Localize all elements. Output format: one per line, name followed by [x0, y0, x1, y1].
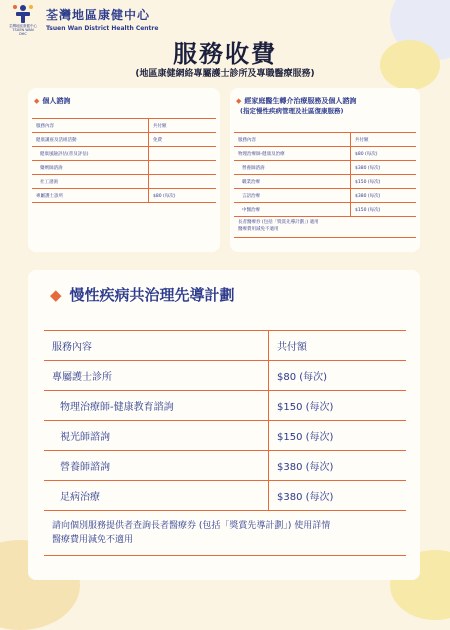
col-service-header: 服務內容	[234, 133, 351, 147]
referral-card	[230, 88, 420, 252]
table-row	[32, 189, 216, 203]
referral-subheading: (指定慢性疾病管理及社區復康服務)	[240, 107, 344, 115]
service-cell: 視光師諮詢	[44, 421, 269, 451]
referral-table	[234, 132, 416, 238]
referral-heading-text: 經家庭醫生轉介治療服務及個人諮詢	[244, 97, 357, 105]
fee-cell: $150 (每次)	[269, 391, 407, 421]
diamond-icon: ◆	[236, 97, 242, 105]
fee-cell: $380 (每次)	[269, 451, 407, 481]
table-row	[234, 161, 416, 175]
service-cell: 健康講座及活組活動	[32, 133, 149, 147]
fee-cell: 免費	[149, 133, 217, 147]
org-name-zh: 荃灣地區康健中心	[46, 8, 151, 22]
logo-text: 荃灣地區康健中心 TSUEN WAN DHC	[9, 24, 37, 37]
service-cell: 言語治療	[234, 189, 351, 203]
fee-cell: $380 (每次)	[269, 481, 407, 511]
table-row	[234, 147, 416, 161]
pilot-heading-text: 慢性疾病共治理先導計劃	[69, 286, 235, 304]
table-note-row	[234, 217, 416, 238]
table-header-row	[32, 119, 216, 133]
col-service-header: 服務內容	[44, 331, 269, 361]
pilot-scheme-card	[28, 270, 420, 580]
personal-heading	[28, 88, 220, 106]
personal-heading-text: 個人諮詢	[42, 97, 71, 105]
diamond-icon: ◆	[34, 97, 40, 105]
referral-note-line2: 醫療費用減免不適用	[238, 227, 279, 232]
personal-consultation-card	[28, 88, 220, 252]
service-cell: 營養師諮詢	[234, 161, 351, 175]
fee-cell	[149, 147, 217, 161]
col-service-header: 服務內容	[32, 119, 149, 133]
table-row	[234, 175, 416, 189]
referral-heading	[230, 88, 420, 106]
referral-note-line1: 長者醫療券 (包括「獎賞先導計劃」) 適用	[238, 220, 319, 226]
pilot-heading	[50, 284, 235, 305]
fee-cell: $80 (每次)	[149, 189, 217, 203]
page-subtitle: (地區康健網絡專屬護士診所及專職醫療服務)	[135, 69, 315, 79]
service-cell: 專屬護士診所	[44, 361, 269, 391]
service-cell: 營養師諮詢	[44, 451, 269, 481]
service-cell: 社工諮詢	[32, 175, 149, 189]
service-cell: 物理治療師-健康教育諮詢	[44, 391, 269, 421]
fee-cell: $380 (每次)	[351, 161, 417, 175]
personal-table	[32, 118, 216, 203]
diamond-icon: ◆	[50, 286, 62, 304]
fee-cell	[149, 161, 217, 175]
fee-cell: $150 (每次)	[351, 203, 417, 217]
pilot-note-line2: 醫療費用減免不適用	[52, 535, 134, 545]
col-fee-header: 共付額	[351, 133, 417, 147]
table-row	[44, 481, 406, 511]
table-row	[234, 189, 416, 203]
table-row	[32, 147, 216, 161]
referral-note	[234, 217, 416, 238]
header	[8, 4, 158, 37]
fee-cell: $150 (每次)	[269, 421, 407, 451]
pilot-note-line1: 請向個別服務提供者查詢長者醫療券 (包括「獎賞先導計劃」) 使用詳情	[52, 520, 331, 531]
table-note-row	[44, 511, 406, 556]
page-title: 服務收費	[173, 40, 277, 68]
service-cell: 物理治療師-健康及治療	[234, 147, 351, 161]
table-header-row	[234, 133, 416, 147]
table-row	[44, 361, 406, 391]
district-health-centre-logo-icon	[12, 4, 34, 24]
table-row	[234, 203, 416, 217]
service-cell: 職業治療	[234, 175, 351, 189]
table-row	[32, 133, 216, 147]
service-cell: 藥劑師諮詢	[32, 161, 149, 175]
table-row	[32, 175, 216, 189]
table-header-row	[44, 331, 406, 361]
service-cell: 中醫治療	[234, 203, 351, 217]
logo	[8, 4, 38, 37]
col-fee-header: 共付額	[269, 331, 407, 361]
service-cell: 健康風險評估(普及評估)	[32, 147, 149, 161]
fee-cell	[149, 175, 217, 189]
table-row	[44, 421, 406, 451]
service-cell: 專屬護士診所	[32, 189, 149, 203]
pilot-table	[44, 330, 406, 556]
table-row	[44, 391, 406, 421]
fee-cell: $80 (每次)	[351, 147, 417, 161]
org-name	[46, 4, 158, 32]
table-row	[44, 451, 406, 481]
col-fee-header: 共付額	[149, 119, 217, 133]
fee-cell: $150 (每次)	[351, 175, 417, 189]
service-cell: 足病治療	[44, 481, 269, 511]
fee-cell: $80 (每次)	[269, 361, 407, 391]
fee-cell: $380 (每次)	[351, 189, 417, 203]
org-name-en: Tsuen Wan District Health Centre	[46, 25, 159, 32]
table-row	[32, 161, 216, 175]
pilot-note	[44, 511, 406, 556]
